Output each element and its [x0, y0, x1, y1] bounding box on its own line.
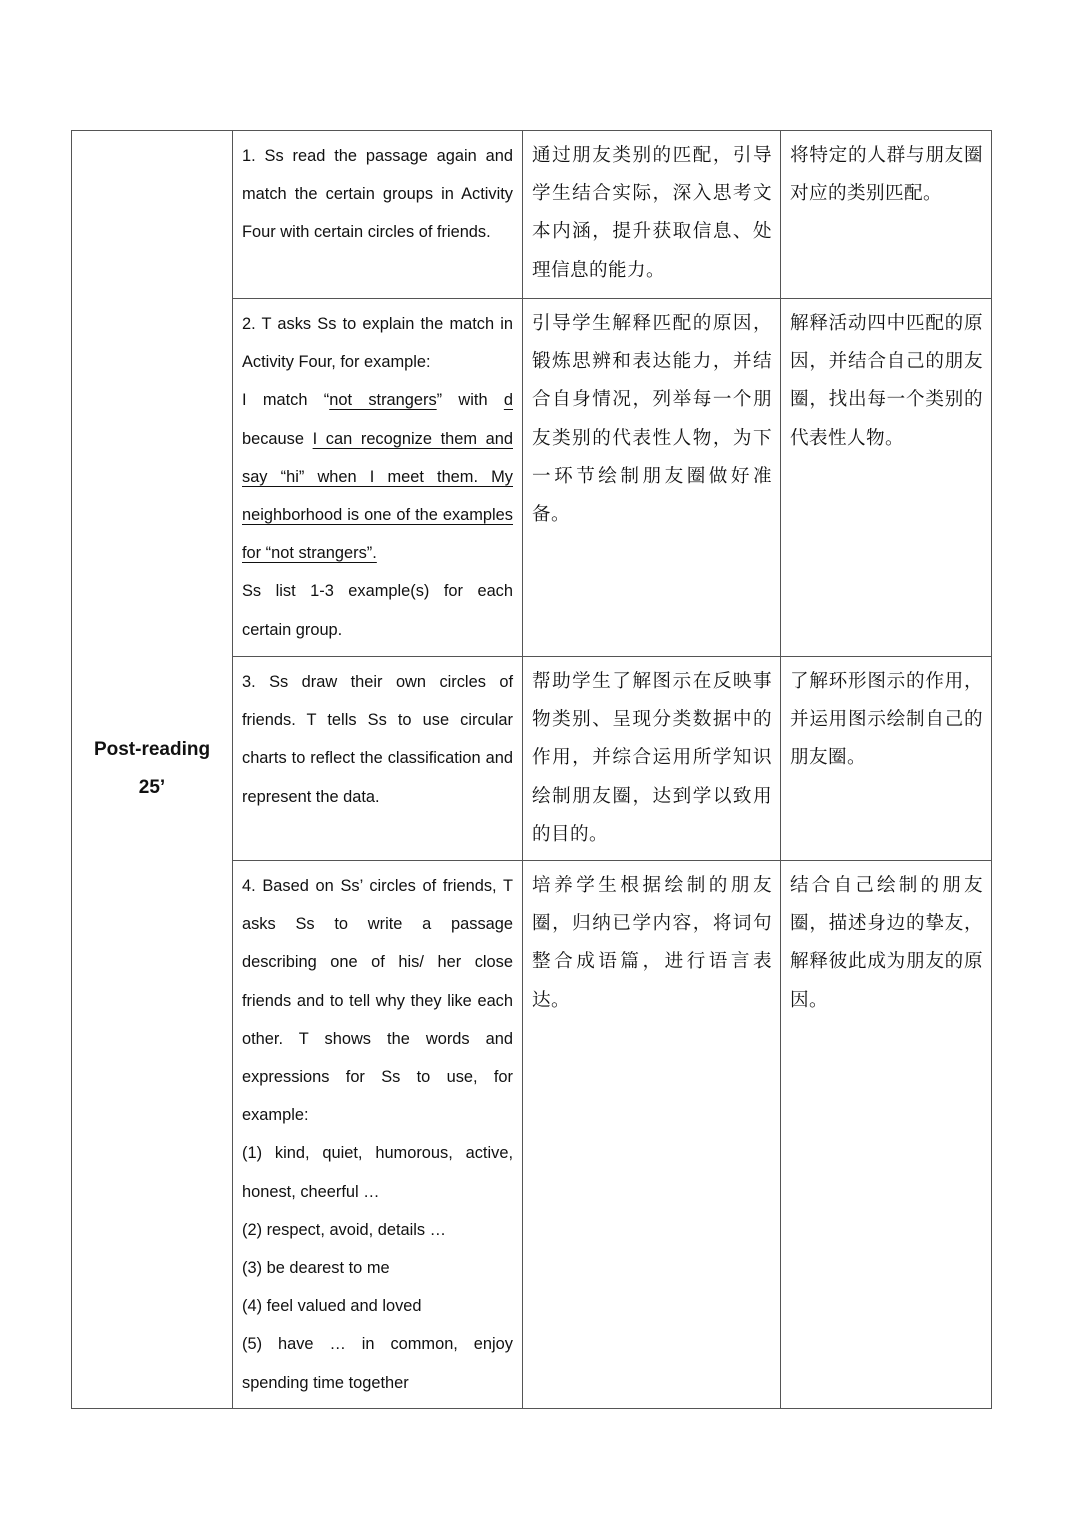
lesson-plan-sheet: [71, 130, 991, 1409]
purpose-cell: [523, 299, 781, 657]
example-part: ” with: [436, 391, 504, 410]
activity-end: Ss list 1-3 example(s) for each certain group.: [242, 582, 513, 639]
example-part: because: [242, 429, 313, 448]
activity-intro: 4. Based on Ss’ circles of friends, T asks Ss to write a passage describing one of his/ her close friends and to tell why they like each other. T shows the words and expressions for Ss to use, for example:: [242, 877, 513, 1125]
stage-cell: [72, 131, 233, 1409]
goal-text: 解释活动四中匹配的原因，并结合自己的朋友圈，找出每一个类别的代表性人物。: [790, 313, 983, 449]
list-item: (5) have … in common, enjoy spending time together: [242, 1335, 513, 1392]
underlined-blank: I can recognize them and say “hi” when I meet them. My neighborhood is one of the examples for “not strangers”.: [242, 429, 513, 563]
purpose-text: 引导学生解释匹配的原因，锻炼思辨和表达能力，并结合自身情况，列举每一个朋友类别的代表性人物，为下一环节绘制朋友圈做好准备。: [532, 313, 772, 526]
goal-cell: [781, 861, 992, 1409]
example-sentence: [242, 381, 513, 572]
activity-cell: [233, 299, 523, 657]
underlined-blank: not strangers: [329, 391, 437, 410]
lesson-plan-table: [71, 130, 992, 1409]
list-item: (3) be dearest to me: [242, 1259, 390, 1278]
purpose-cell: [523, 131, 781, 299]
activity-intro: 2. T asks Ss to explain the match in Activity Four, for example:: [242, 315, 513, 372]
goal-text: 了解环形图示的作用，并运用图示绘制自己的朋友圈。: [790, 671, 983, 769]
activity-text: [233, 299, 522, 655]
goal-cell: [781, 131, 992, 299]
list-item: (2) respect, avoid, details …: [242, 1220, 447, 1239]
goal-text: 结合自己绘制的朋友圈，描述身边的挚友，解释彼此成为朋友的原因。: [790, 875, 983, 1011]
underlined-blank: d: [503, 391, 513, 410]
activity-text: [233, 861, 522, 1408]
activity-cell: [233, 131, 523, 299]
activity-cell: [233, 861, 523, 1409]
purpose-text: 通过朋友类别的匹配，引导学生结合实际，深入思考文本内涵，提升获取信息、处理信息的能力。: [532, 145, 772, 281]
activity-cell: [233, 657, 523, 861]
activity-text: 3. Ss draw their own circles of friends. T tells Ss to use circular charts to reflect the classification and represent the data.: [242, 673, 513, 806]
stage-name: Post-reading: [93, 739, 211, 761]
goal-text: 将特定的人群与朋友圈对应的类别匹配。: [790, 145, 983, 205]
list-item: (1) kind, quiet, humorous, active, honest, cheerful …: [242, 1144, 513, 1201]
table-row: [72, 131, 992, 299]
list-item: (4) feel valued and loved: [242, 1297, 422, 1316]
stage-duration: 25’: [138, 777, 166, 799]
purpose-text: 培养学生根据绘制的朋友圈，归纳已学内容，将词句整合成语篇，进行语言表达。: [532, 875, 772, 1011]
example-part: I match “: [242, 391, 330, 410]
purpose-cell: [523, 861, 781, 1409]
goal-cell: [781, 299, 992, 657]
purpose-cell: [523, 657, 781, 861]
purpose-text: 帮助学生了解图示在反映事物类别、呈现分类数据中的作用，并综合运用所学知识绘制朋友圈，达到学以致用的目的。: [532, 671, 772, 845]
goal-cell: [781, 657, 992, 861]
activity-text: 1. Ss read the passage again and match the certain groups in Activity Four with certain circles of friends.: [242, 147, 513, 242]
